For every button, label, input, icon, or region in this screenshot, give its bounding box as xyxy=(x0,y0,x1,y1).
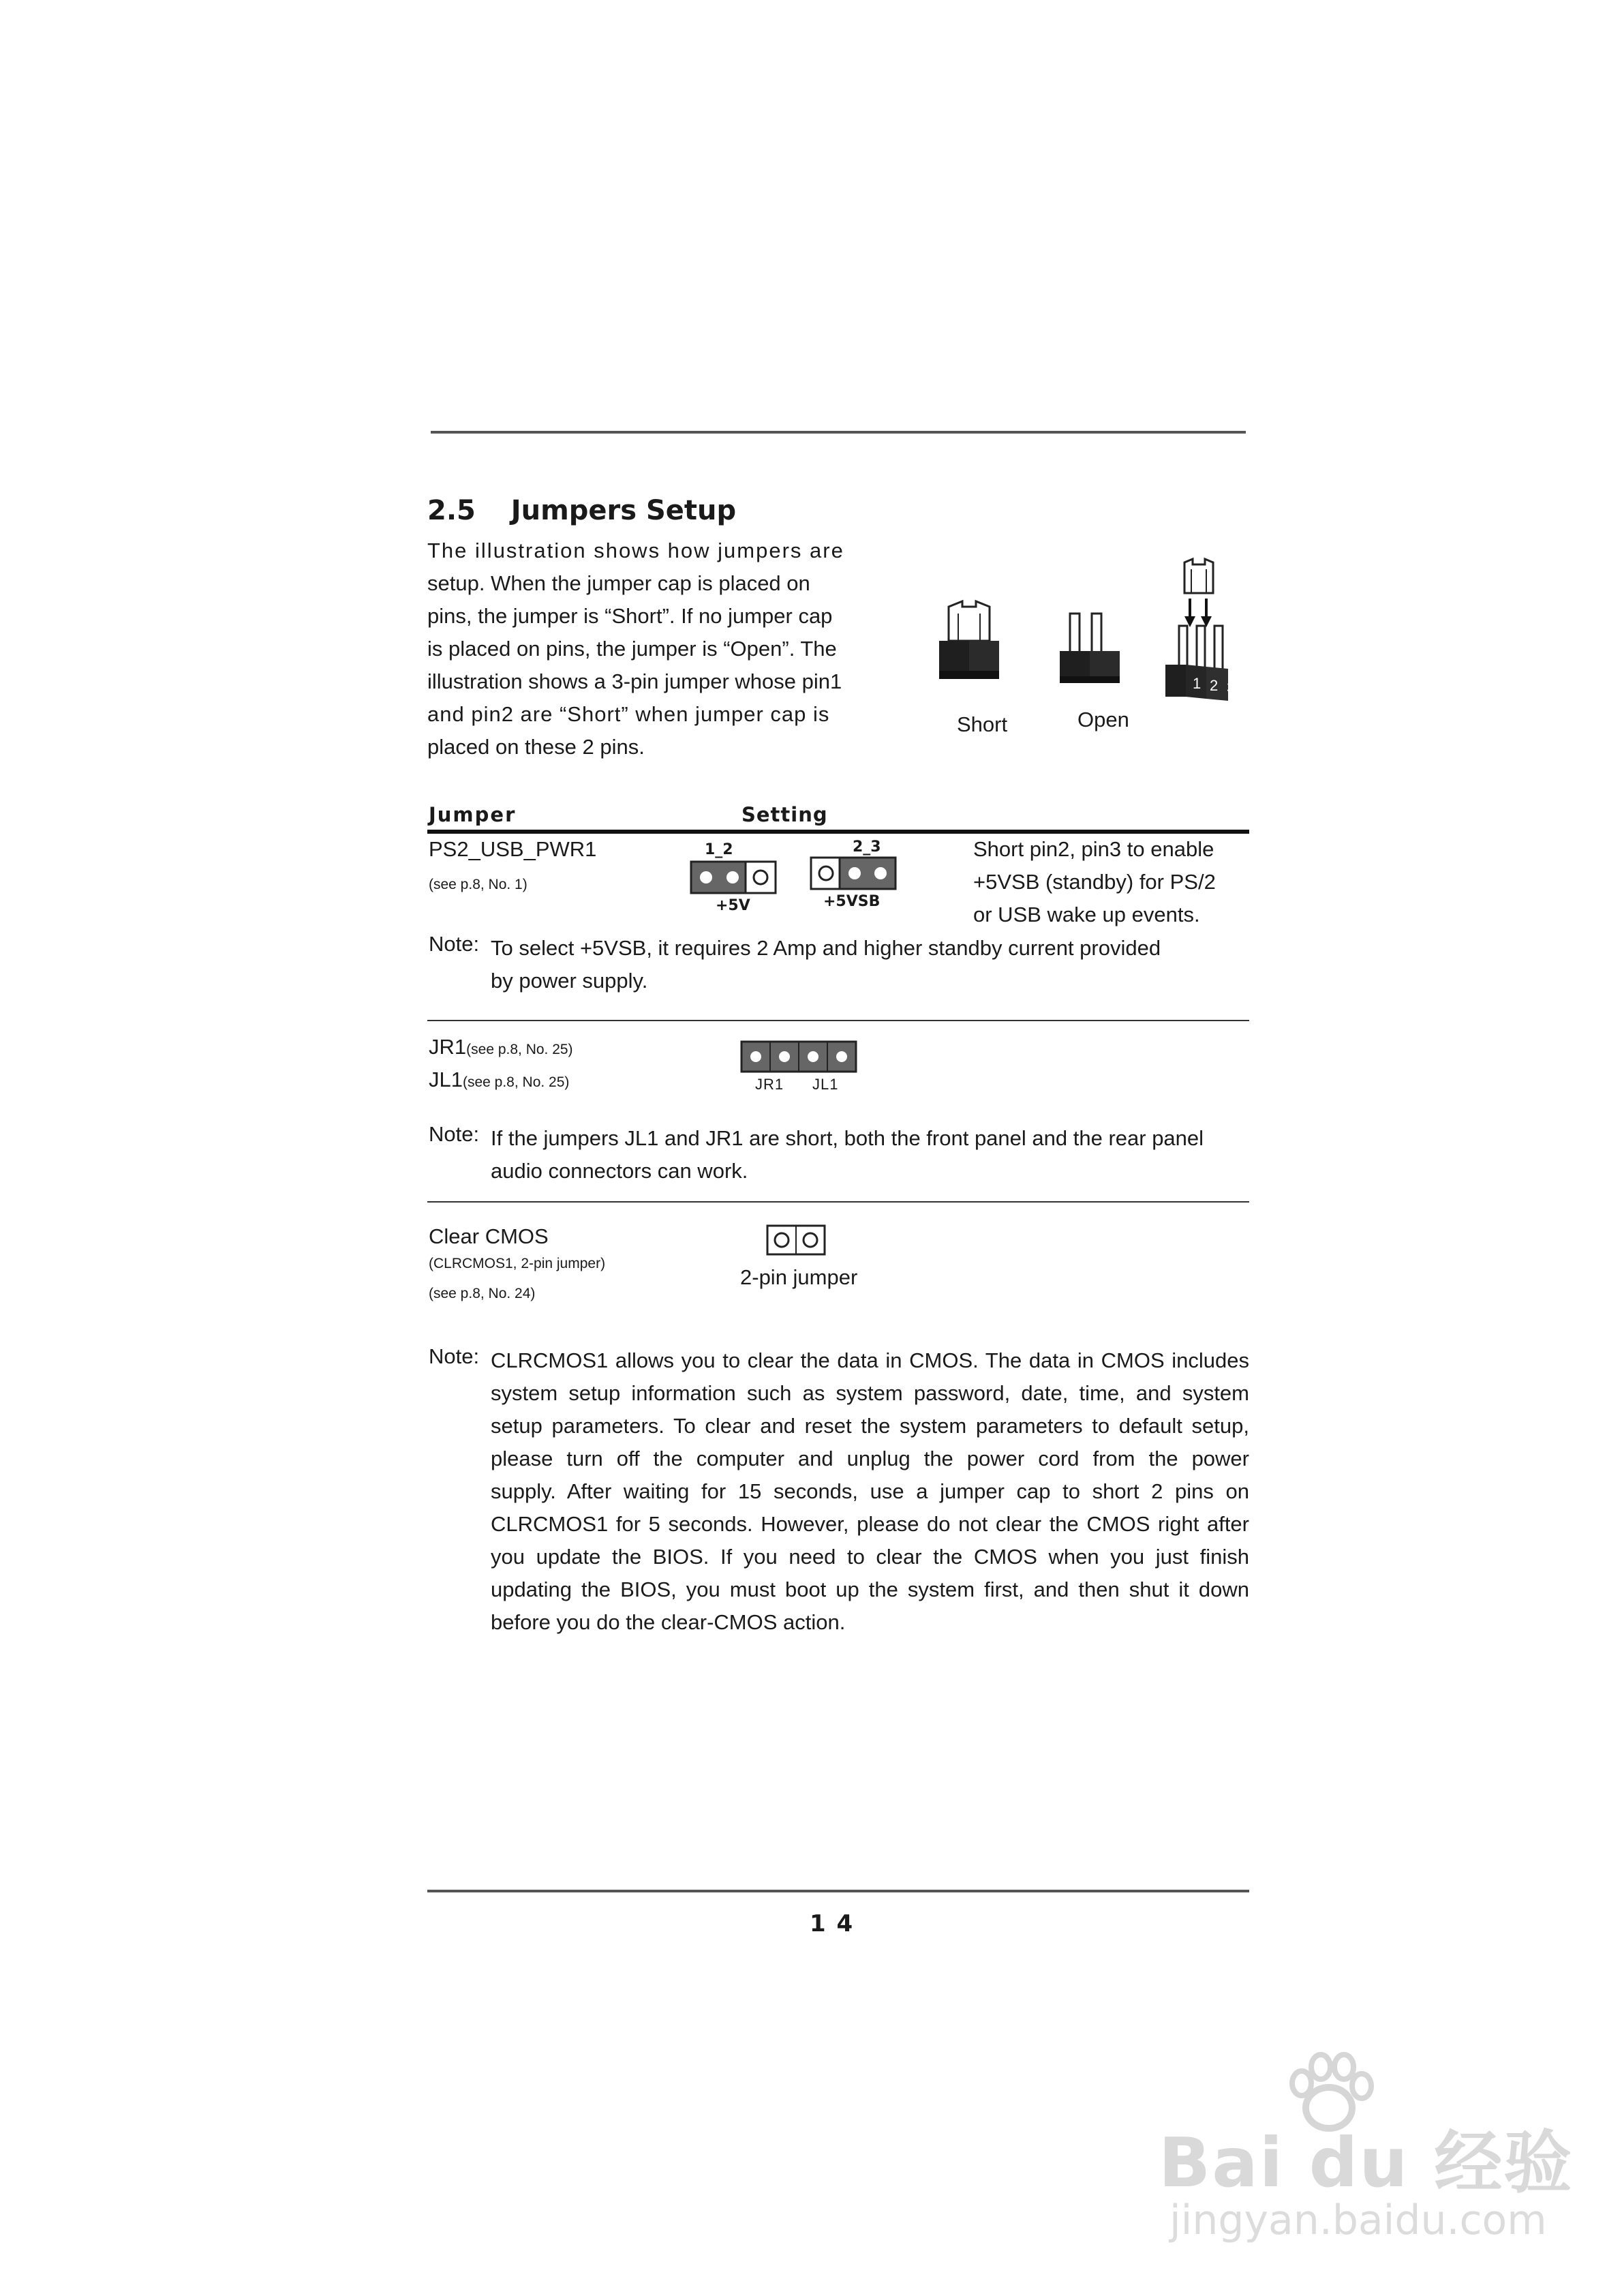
intro-line: pins, the jumper is “Short”. If no jumper cap xyxy=(427,604,833,628)
cmos-note-line: CLRCMOS1 for 5 seconds. However, please do not clear the CMOS right after xyxy=(491,1512,1249,1536)
ps2-desc-line: or USB wake up events. xyxy=(973,903,1200,926)
divider-1 xyxy=(427,1020,1249,1021)
ps2-note-label: Note: xyxy=(429,932,480,956)
column-jumper-header: Jumper xyxy=(429,803,517,826)
section-title: Jumpers Setup xyxy=(510,495,737,526)
ps2-option2-label: 2_3 xyxy=(853,839,881,856)
cmos-jumper-label: 2-pin jumper xyxy=(740,1265,858,1289)
jl1-pin-label: JL1 xyxy=(812,1076,839,1093)
cmos-note-line: you update the BIOS. If you need to clear the CMOS when you just finish xyxy=(491,1545,1249,1569)
ps2-jumper-2-3-diagram xyxy=(810,856,898,890)
jr1-note-label: Note: xyxy=(429,1122,480,1146)
pin-number-3: 3 xyxy=(1227,679,1236,696)
jr1-jl1-diagram xyxy=(740,1040,857,1073)
short-jumper-icon xyxy=(939,601,999,679)
jl1-name: JL1 xyxy=(429,1068,463,1091)
pin-number-2: 2 xyxy=(1210,677,1219,694)
intro-paragraph xyxy=(427,534,857,764)
intro-line: illustration shows a 3-pin jumper whose pin1 xyxy=(427,669,842,693)
intro-line: setup. When the jumper cap is placed on xyxy=(427,571,810,595)
cmos-2pin-diagram xyxy=(766,1224,826,1256)
watermark-url: jingyan.baidu.com xyxy=(1169,2196,1547,2244)
cmos-note-line: supply. After waiting for 15 seconds, use a jumper cap to short 2 pins on xyxy=(491,1479,1249,1503)
intro-line: and pin2 are “Short” when jumper cap is xyxy=(427,702,830,726)
ps2-note-body xyxy=(491,932,1249,997)
ps2-jumper-1-2-diagram xyxy=(690,860,778,894)
ps2-jumper-ref: (see p.8, No. 1) xyxy=(429,877,527,892)
cmos-subtitle: (CLRCMOS1, 2-pin jumper) xyxy=(429,1256,606,1271)
intro-line: placed on these 2 pins. xyxy=(427,735,645,759)
ps2-option2-voltage: +5VSB xyxy=(823,893,881,910)
section-number: 2.5 xyxy=(427,495,476,526)
ps2-desc-line: +5VSB (standby) for PS/2 xyxy=(973,870,1216,894)
cmos-note-line: updating the BIOS, you must boot up the system first, and then shut it down xyxy=(491,1577,1249,1601)
ps2-desc-line: Short pin2, pin3 to enable xyxy=(973,837,1214,861)
cmos-note-line: CLRCMOS1 allows you to clear the data in CMOS. The data in CMOS includes xyxy=(491,1348,1249,1372)
jr1-ref: (see p.8, No. 25) xyxy=(466,1042,573,1057)
jr1-row-label xyxy=(429,1035,573,1059)
page-number: 1 4 xyxy=(810,1910,855,1937)
ps2-option1-voltage: +5V xyxy=(716,897,750,914)
ps2-note-line: by power supply. xyxy=(491,969,648,993)
jr1-pin-label: JR1 xyxy=(755,1076,784,1093)
jr1-note-body xyxy=(491,1122,1249,1188)
ps2-description xyxy=(973,833,1249,931)
cmos-note-body xyxy=(491,1344,1249,1639)
cmos-note-line: please turn off the computer and unplug the power cord from the power xyxy=(491,1447,1249,1470)
cmos-note-label: Note: xyxy=(429,1344,480,1368)
cmos-note-line: system setup information such as system password, date, time, and system xyxy=(491,1381,1249,1405)
intro-line: The illustration shows how jumpers are xyxy=(427,539,844,562)
jl1-row-label xyxy=(429,1068,569,1092)
ps2-note-line: To select +5VSB, it requires 2 Amp and higher standby current provided xyxy=(491,936,1161,960)
bottom-rule xyxy=(427,1890,1249,1892)
short-label: Short xyxy=(957,712,1008,736)
divider-2 xyxy=(427,1201,1249,1203)
cmos-note-line: setup parameters. To clear and reset the system parameters to default setup, xyxy=(491,1414,1249,1438)
intro-line: is placed on pins, the jumper is “Open”. The xyxy=(427,637,837,661)
cmos-ref: (see p.8, No. 24) xyxy=(429,1286,536,1301)
ps2-jumper-name: PS2_USB_PWR1 xyxy=(429,837,597,861)
open-label: Open xyxy=(1077,708,1129,731)
section-heading xyxy=(427,495,736,526)
ps2-option1-label: 1_2 xyxy=(705,841,733,858)
cmos-note-line: before you do the clear-CMOS action. xyxy=(491,1610,846,1634)
jr1-name: JR1 xyxy=(429,1035,467,1059)
jl1-ref: (see p.8, No. 25) xyxy=(462,1074,570,1090)
pin-number-1: 1 xyxy=(1193,675,1202,692)
top-rule xyxy=(431,431,1246,434)
jr1-note-line: audio connectors can work. xyxy=(491,1159,748,1183)
open-jumper-icon xyxy=(1060,614,1120,683)
jr1-note-line: If the jumpers JL1 and JR1 are short, both the front panel and the rear panel xyxy=(491,1126,1204,1150)
cmos-name: Clear CMOS xyxy=(429,1224,549,1248)
watermark-brand: Bai du 经验 xyxy=(1159,2123,1574,2203)
column-setting-header: Setting xyxy=(741,803,828,826)
